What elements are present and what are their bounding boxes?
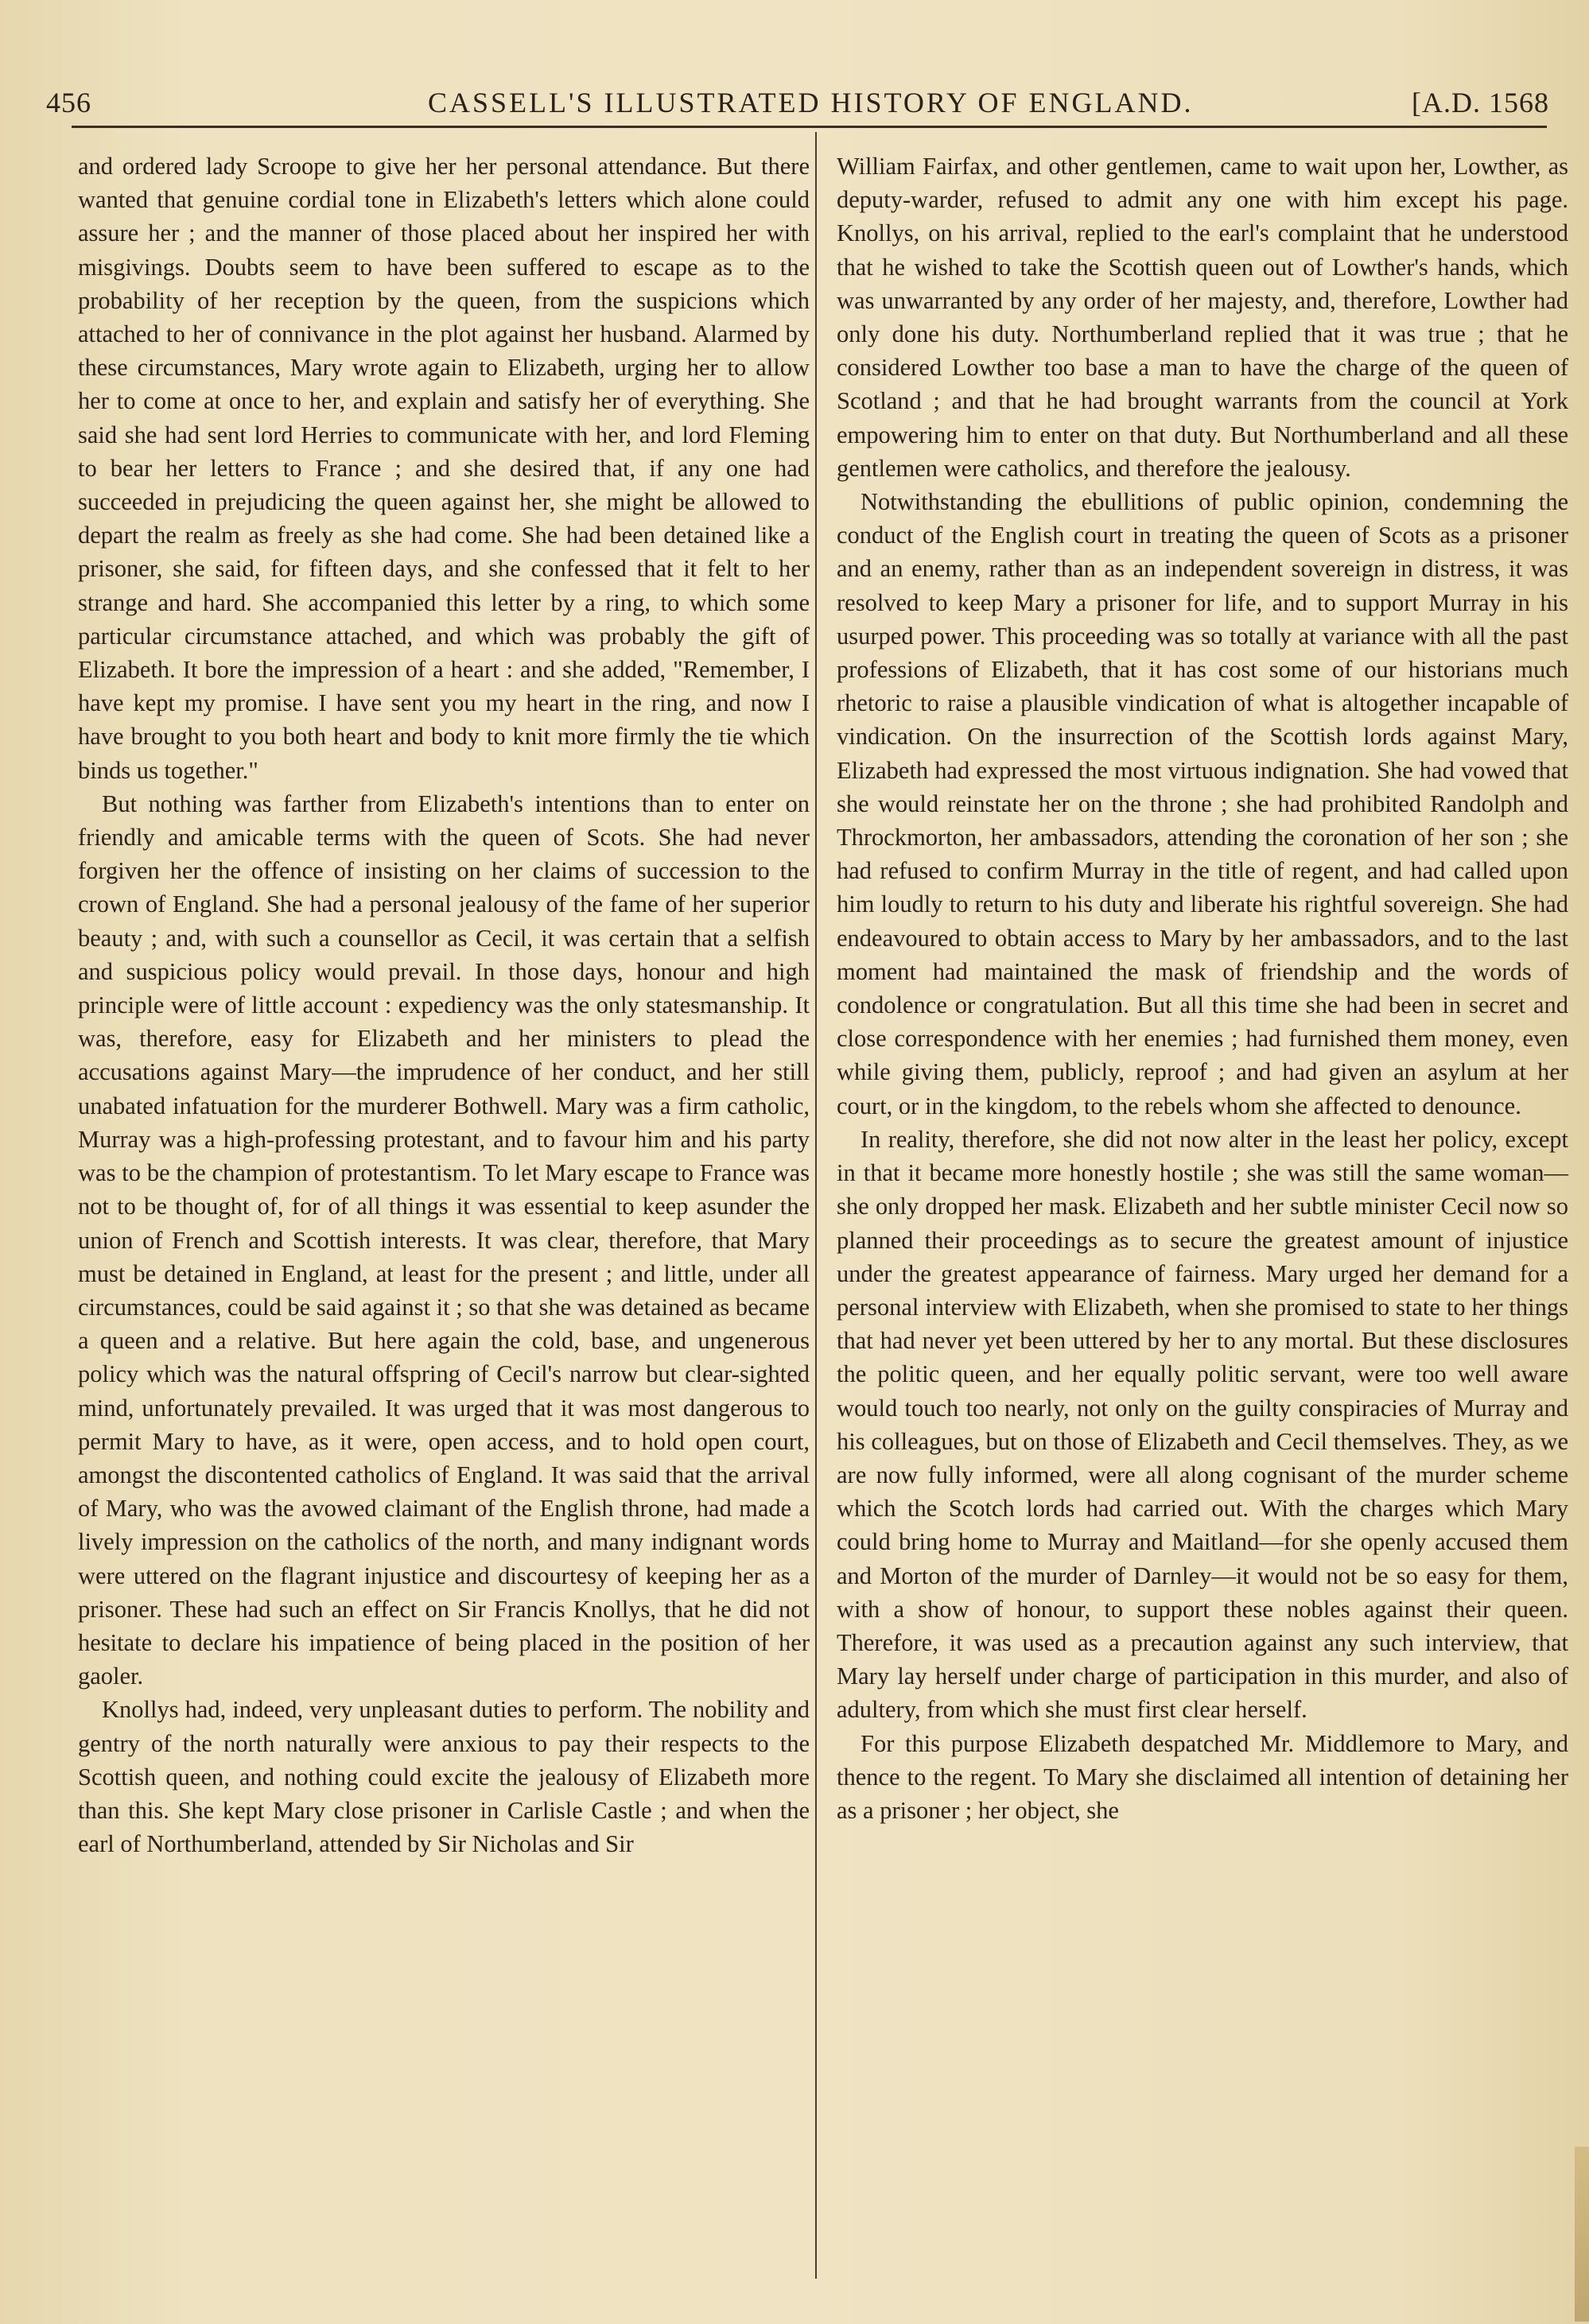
paragraph: In reality, therefore, she did not now alter in the least her policy, except in that it became more honestly hostile ; she was still the same woman—she only dropped her mask. Elizabeth and her subtle minister Cecil now so planned their proceedings as to secure the greatest amount of injustice under the greatest appearance of fairness. Mary urged her demand for a personal interview with Elizabeth, when she promised to state to her things that had never yet been uttered by her to any mortal. But these disclosures the politic queen, and her equally politic servant, were too well aware would touch too nearly, not only on the guilty conspiracies of Murray and his colleagues, but on those of Elizabeth and Cecil themselves. They, as we are now fully informed, were all along cognisant of the murder scheme which the Scotch lords had carried out. With the charges which Mary could bring home to Murray and Maitland—for she openly accused them and Morton of the murder of Darnley—it would not be so easy for them, with a show of honour, to support these nobles against their queen. Therefore, it was used as a precaution against any such interview, that Mary lay herself under charge of participation in this murder, and also of adultery, from which she must first clear herself.	[837, 1125, 1568, 1724]
column-divider	[815, 132, 817, 2279]
page-edge-marker	[1575, 2147, 1589, 2322]
page-number: 456	[46, 87, 91, 118]
right-column	[837, 149, 1568, 1827]
running-title: CASSELL'S ILLUSTRATED HISTORY OF ENGLAND.	[428, 87, 1194, 118]
header-rule	[72, 126, 1547, 128]
page-header	[46, 86, 1549, 126]
paragraph: Knollys had, indeed, very unpleasant duties to perform. The nobility and gentry of the north naturally were anxious to pay their respects to the Scottish queen, and nothing could excite the jealousy of Elizabeth more than this. She kept Mary close prisoner in Carlisle Castle ; and when the earl of Northumberland, attended by Sir Nicholas and Sir	[78, 1696, 810, 1858]
paragraph: For this purpose Elizabeth despatched Mr. Middlemore to Mary, and thence to the regent. To Mary she disclaimed all intention of detaining her as a prisoner ; her object, she	[837, 1729, 1568, 1824]
date-reference: [A.D. 1568	[1412, 87, 1549, 118]
paragraph: and ordered lady Scroope to give her her personal attendance. But there wanted that genuine cordial tone in Elizabeth's letters which alone could assure her ; and the manner of those placed about her inspired her with misgivings. Doubts seem to have been suffered to escape as to the probability of her reception by the queen, from the suspicions which attached to her of connivance in the plot against her husband. Alarmed by these circumstances, Mary wrote again to Elizabeth, urging her to allow her to come at once to her, and explain and satisfy her of everything. She said she had sent lord Herries to communicate with her, and lord Fleming to bear her letters to France ; and she desired that, if any one had succeeded in prejudicing the queen against her, she might be allowed to depart the realm as freely as she had come. She had been detained like a prisoner, she said, for fifteen days, and she confessed that it felt to her strange and hard. She accompanied this letter by a ring, to which some particular circumstance attached, and which was probably the gift of Elizabeth. It bore the impression of a heart : and she added, "Remember, I have kept my promise. I have sent you my heart in the ring, and now I have brought to you both heart and body to knit more firmly the tie which binds us together."	[78, 153, 810, 784]
paragraph: William Fairfax, and other gentlemen, came to wait upon her, Lowther, as deputy-warder, refused to admit any one with him except his page. Knollys, on his arrival, replied to the earl's complaint that he understood that he wished to take the Scottish queen out of Lowther's hands, which was unwarranted by any order of her majesty, and, therefore, Lowther had only done his duty. Northumberland replied that it was true ; that he considered Lowther too base a man to have the charge of the queen of Scotland ; and that he had brought warrants from the council at York empowering him to enter on that duty. But Northumberland and all these gentlemen were catholics, and therefore the jealousy.	[837, 153, 1568, 482]
paragraph: Notwithstanding the ebullitions of public opinion, condemning the conduct of the English court in treating the queen of Scots as a prisoner and an enemy, rather than as an independent sovereign in distress, it was resolved to keep Mary a prisoner for life, and to support Murray in his usurped power. This proceeding was so totally at variance with all the past professions of Elizabeth, that it has cost some of our historians much rhetoric to raise a plausible vindication of what is altogether incapable of vindication. On the insurrection of the Scottish lords against Mary, Elizabeth had expressed the most virtuous indignation. She had vowed that she would reinstate her on the throne ; she had prohibited Randolph and Throckmorton, her ambassadors, attending the coronation of her son ; she had refused to confirm Murray in the title of regent, and had called upon him loudly to return to his duty and liberate his rightful sovereign. She had endeavoured to obtain access to Mary by her ambassadors, and to the last moment had maintained the mask of friendship and the words of condolence or congratulation. But all this time she had been in secret and close correspondence with her enemies ; had furnished them money, even while giving them, publicly, reproof ; and had given an asylum at her court, or in the kingdom, to the rebels whom she affected to denounce.	[837, 488, 1568, 1119]
paragraph: But nothing was farther from Elizabeth's intentions than to enter on friendly and amicable terms with the queen of Scots. She had never forgiven her the offence of insisting on her claims of succession to the crown of England. She had a personal jealousy of the fame of her superior beauty ; and, with such a counsellor as Cecil, it was certain that a selfish and suspicious policy would prevail. In those days, honour and high principle were of little account : expediency was the only statesmanship. It was, therefore, easy for Elizabeth and her ministers to plead the accusations against Mary—the imprudence of her conduct, and her still unabated infatuation for the murderer Bothwell. Mary was a firm catholic, Murray was a high-professing protestant, and to favour him and his party was to be the champion of protestantism. To let Mary escape to France was not to be thought of, for of all things it was essential to keep asunder the union of French and Scottish interests. It was clear, therefore, that Mary must be detained in England, at least for the present ; and little, under all circumstances, could be said against it ; so that she was detained as became a queen and a relative. But here again the cold, base, and ungenerous policy which was the natural offspring of Cecil's narrow but clear-sighted mind, unfortunately prevailed. It was urged that it was most dangerous to permit Mary to have, as it were, open access, and to hold open court, amongst the discontented catholics of England. It was said that the arrival of Mary, who was the avowed claimant of the English throne, had made a lively impression on the catholics of the north, and many indignant words were uttered on the flagrant injustice and discourtesy of keeping her as a prisoner. These had such an effect on Sir Francis Knollys, that he did not hesitate to declare his impatience of being placed in the position of her gaoler.	[78, 790, 810, 1690]
left-column	[78, 149, 810, 1860]
